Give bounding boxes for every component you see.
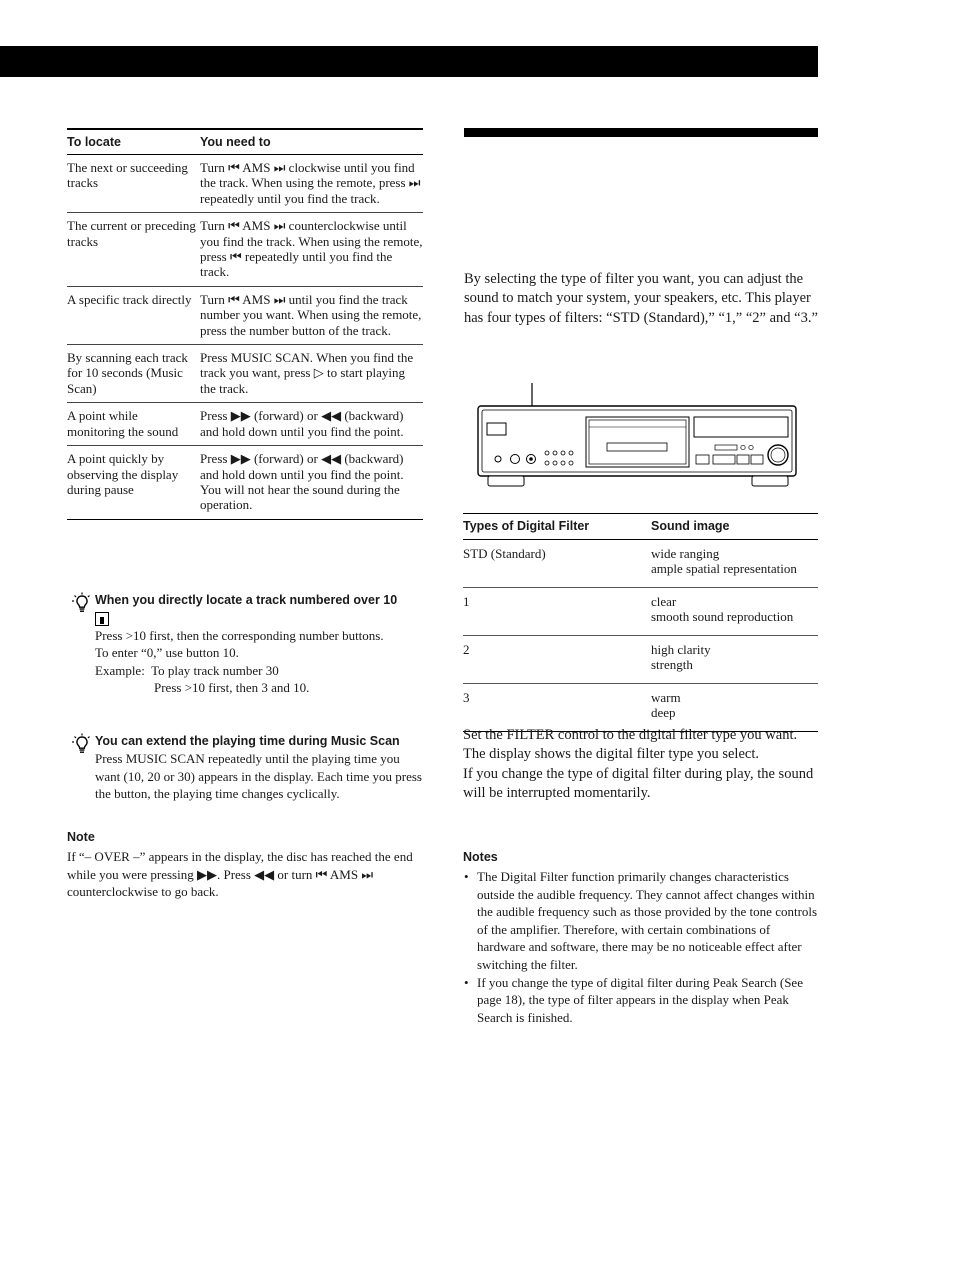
tip-music-scan — [67, 733, 423, 803]
locate-cell: The current or preceding tracks — [67, 213, 200, 287]
need-cell: Turn ⏮ AMS ⏭ until you find the track number you want. When using the remote, press the number button of the track. — [200, 286, 423, 344]
sound-image-line: warm — [651, 690, 681, 705]
table-row — [67, 345, 423, 403]
sound-image-line: smooth sound reproduction — [651, 609, 794, 625]
tip-line: Press >10 first, then 3 and 10. — [154, 680, 310, 696]
intro-paragraph: By selecting the type of filter you want, you can adjust the sound to match your system, your speakers, etc. This player has four types of filters: “STD (Standard),” “1,” “2” and “3.” — [464, 271, 818, 326]
locate-cell: A point quickly by observing the display during pause — [67, 446, 200, 520]
need-cell: Turn ⏮ AMS ⏭ clockwise until you find the track. When using the remote, press ⏭ repeatedly until you find the track. — [200, 155, 423, 213]
notes-list — [463, 868, 819, 1026]
tip-line: Example: To play track number 30 — [95, 662, 279, 678]
table-row — [463, 588, 818, 636]
filter-type-cell: 2 — [463, 636, 651, 684]
sound-image-line: wide ranging — [651, 546, 720, 561]
table-row — [67, 155, 423, 213]
tip-heading: You can extend the playing time during Music Scan — [95, 734, 400, 748]
need-cell: Turn ⏮ AMS ⏭ counterclockwise until you find the track. When using the remote, press ⏮ repeatedly until you find the track. — [200, 213, 423, 287]
tip-heading: When you directly locate a track numbered over 10 — [95, 593, 398, 607]
filter-type-cell: 1 — [463, 588, 651, 636]
instruction-paragraph: If you change the type of digital filter during play, the sound will be interrupted momentarily. — [463, 765, 814, 801]
note-body: If “– OVER –” appears in the display, the disc has reached the end while you were pressing ▶▶. Press ◀◀ or turn ⏮ AMS ⏭ counterclockwise to go back. — [67, 849, 413, 900]
remote-icon — [95, 612, 109, 626]
sound-image-line: deep — [651, 705, 676, 721]
need-cell: Press MUSIC SCAN. When you find the track you want, press ▷ to start playing the track. — [200, 345, 423, 403]
section-rule — [464, 128, 818, 137]
note-heading: Note — [67, 830, 95, 844]
locate-cell: A specific track directly — [67, 286, 200, 344]
header-bar — [0, 46, 818, 77]
filter-type-cell: 3 — [463, 684, 651, 732]
tip-body — [95, 609, 423, 697]
table-row — [463, 540, 818, 588]
sound-image-cell — [651, 588, 818, 636]
instruction-paragraph: Set the FILTER control to the digital filter type you want. The display shows the digital filter type you select. — [463, 727, 798, 763]
need-cell: Press ▶▶ (forward) or ◀◀ (backward) and hold down until you find the point. You will not hear the sound during the operation. — [200, 446, 423, 520]
tip-line: To enter “0,” use button 10. — [95, 645, 239, 661]
locate-cell: A point while monitoring the sound — [67, 403, 200, 446]
locate-cell: By scanning each track for 10 seconds (Music Scan) — [67, 345, 200, 403]
filter-instructions — [463, 726, 823, 803]
lightbulb-icon — [71, 592, 93, 614]
sound-image-cell — [651, 540, 818, 588]
locate-section — [67, 128, 423, 520]
type-header: Types of Digital Filter — [463, 514, 651, 540]
table-row — [67, 213, 423, 287]
table-row — [463, 684, 818, 732]
need-cell: Press ▶▶ (forward) or ◀◀ (backward) and hold down until you find the point. — [200, 403, 423, 446]
sound-image-line: ample spatial representation — [651, 561, 797, 577]
locate-header: To locate — [67, 129, 200, 155]
list-item: • The Digital Filter function primarily changes characteristics outside the audible frequency. They cannot affect changes within the audible frequency such as those provided by the tone controls of the amplifier. Therefore, with certain combinations of hardware and software, there may be no noticeable effect after switching the filter. — [463, 868, 819, 974]
sound-image-line: clear — [651, 594, 677, 609]
filter-table — [463, 513, 818, 732]
cd-player-illustration — [474, 383, 800, 493]
lightbulb-icon — [71, 733, 93, 755]
table-row — [67, 446, 423, 520]
tip-locate-over-10 — [67, 592, 423, 697]
sound-image-cell — [651, 636, 818, 684]
locate-table — [67, 128, 423, 520]
table-row — [463, 636, 818, 684]
sound-image-cell — [651, 684, 818, 732]
sound-image-header: Sound image — [651, 514, 818, 540]
sound-image-line: high clarity — [651, 642, 711, 657]
sound-image-line: strength — [651, 657, 693, 673]
need-header: You need to — [200, 129, 423, 155]
notes-heading: Notes — [463, 850, 498, 864]
table-row — [67, 403, 423, 446]
locate-cell: The next or succeeding tracks — [67, 155, 200, 213]
tip-body: Press MUSIC SCAN repeatedly until the playing time you want (10, 20 or 30) appears in the display. Each time you press the button, the playing time changes cyclically. — [95, 751, 422, 802]
tip-line: Press >10 first, then the corresponding number buttons. — [95, 627, 384, 643]
list-item: • If you change the type of digital filter during Peak Search (See page 18), the type of filter appears in the display when Peak Search is finished. — [463, 974, 819, 1027]
filter-type-cell: STD (Standard) — [463, 540, 651, 588]
table-row — [67, 286, 423, 344]
